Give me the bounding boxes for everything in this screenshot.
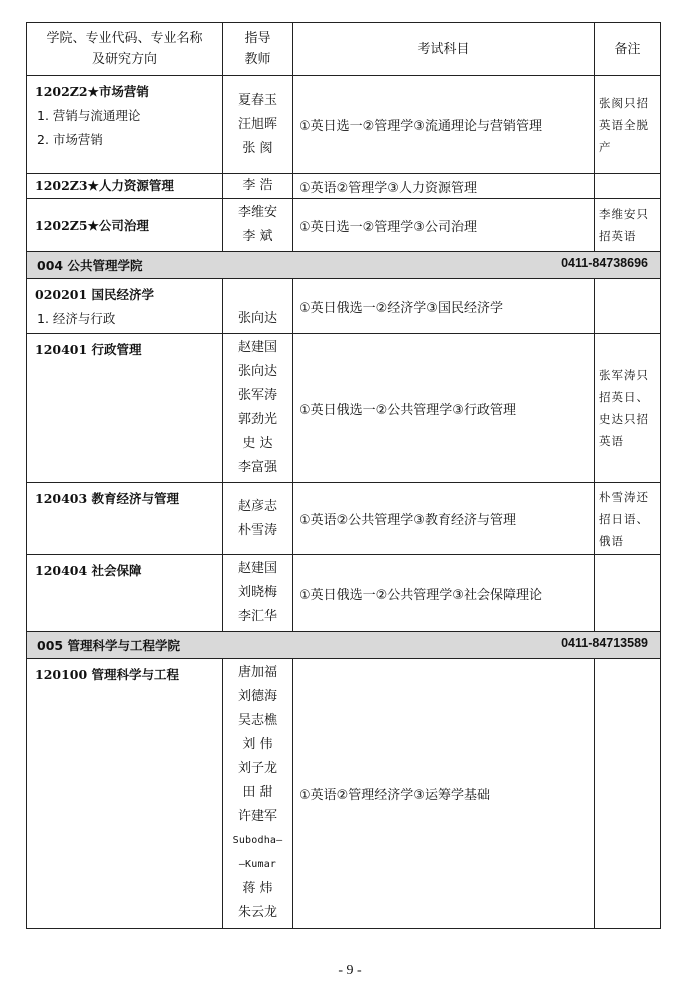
school-header-cell	[27, 632, 661, 659]
major-title: 120403 教育经济与管理	[35, 491, 180, 506]
table-row	[27, 659, 661, 929]
header-major: 学院、专业代码、专业名称及研究方向	[27, 23, 223, 76]
exam-subjects: ①英语②管理经济学③运筹学基础	[293, 659, 595, 929]
advisor-cell	[223, 199, 293, 252]
header-advisor: 指导教师	[223, 23, 293, 76]
page-number: - 9 -	[338, 963, 362, 978]
advisor-name: 李富强	[237, 460, 277, 475]
advisor-name: 李 浩	[242, 178, 273, 193]
advisor-name: 李维安	[237, 205, 277, 220]
table-row	[27, 199, 661, 252]
major-title: 1202Z5★公司治理	[35, 218, 149, 233]
exam-subjects: ①英日俄选一②公共管理学③行政管理	[293, 334, 595, 483]
major-cell	[27, 555, 223, 632]
school-header-cell	[27, 252, 661, 279]
admissions-table	[26, 22, 661, 929]
major-cell	[27, 174, 223, 199]
exam-subjects: ①英日俄选一②公共管理学③社会保障理论	[293, 555, 595, 632]
exam-subjects: ①英日选一②管理学③流通理论与营销管理	[293, 76, 595, 174]
advisor-name: Subodha—	[232, 835, 283, 846]
school-phone: 0411-84738696	[561, 256, 648, 270]
advisor-name: 刘晓梅	[237, 585, 277, 600]
advisor-name: 郭劲光	[237, 412, 277, 427]
advisor-name: 朱云龙	[237, 905, 277, 920]
note-cell	[595, 555, 661, 632]
advisor-name: 赵建国	[237, 340, 277, 355]
advisor-name: 许建军	[237, 809, 277, 824]
table-row	[27, 483, 661, 555]
advisor-cell	[223, 483, 293, 555]
advisor-name: 夏春玉	[237, 92, 277, 108]
advisor-name: 刘德海	[237, 689, 277, 704]
advisor-name: 李汇华	[237, 609, 277, 624]
major-cell	[27, 76, 223, 174]
exam-subjects: ①英语②管理学③人力资源管理	[293, 174, 595, 199]
advisor-name: 刘子龙	[237, 761, 277, 776]
major-cell	[27, 334, 223, 483]
note-cell: 张军涛只招英日、史达只招英语	[595, 334, 661, 483]
advisor-cell	[223, 555, 293, 632]
major-title: 1202Z3★人力资源管理	[35, 178, 174, 193]
table-row	[27, 76, 661, 174]
major-cell	[27, 279, 223, 334]
advisor-name: 赵彦志	[237, 498, 277, 514]
school-name: 004 公共管理学院	[37, 258, 143, 273]
header-note: 备注	[595, 23, 661, 76]
advisor-cell	[223, 174, 293, 199]
advisor-name: 刘 伟	[242, 737, 273, 752]
advisor-cell	[223, 279, 293, 334]
advisor-name: 田 甜	[242, 785, 273, 800]
table-header	[27, 23, 661, 76]
advisor-cell	[223, 334, 293, 483]
advisor-name: 李 斌	[242, 229, 273, 244]
advisor-cell	[223, 76, 293, 174]
note-cell: 张阂只招英语全脱产	[595, 76, 661, 174]
advisor-name: 张向达	[237, 364, 277, 379]
advisor-name: 赵建国	[237, 561, 277, 576]
school-header	[27, 632, 661, 659]
school-header	[27, 252, 661, 279]
exam-subjects: ①英日选一②管理学③公司治理	[293, 199, 595, 252]
major-title: 1202Z2★市场营销	[35, 84, 149, 99]
major-title: 120401 行政管理	[35, 342, 142, 357]
research-direction: 1. 经济与行政	[37, 311, 116, 326]
major-title: 120100 管理科学与工程	[35, 667, 180, 682]
major-cell	[27, 199, 223, 252]
header-exam: 考试科目	[293, 23, 595, 76]
advisor-name: 吴志樵	[237, 713, 277, 728]
admissions-table-frame	[26, 22, 660, 929]
advisor-name: 汪旭晖	[237, 116, 277, 132]
advisor-name: 张 阂	[242, 140, 273, 156]
school-phone: 0411-84713589	[561, 636, 648, 650]
note-cell	[595, 174, 661, 199]
advisor-name: —Kumar	[238, 859, 277, 870]
major-cell	[27, 483, 223, 555]
note-cell: 李维安只招英语	[595, 199, 661, 252]
advisor-name: 史 达	[242, 436, 273, 451]
research-direction: 1. 营销与流通理论	[37, 108, 141, 123]
table-row	[27, 555, 661, 632]
school-name: 005 管理科学与工程学院	[37, 638, 180, 653]
advisor-cell	[223, 659, 293, 929]
advisor-name: 张军涛	[237, 388, 277, 403]
table-row	[27, 174, 661, 199]
table-row	[27, 279, 661, 334]
advisor-name: 唐加福	[237, 665, 277, 680]
exam-subjects: ①英语②公共管理学③教育经济与管理	[293, 483, 595, 555]
major-title: 120404 社会保障	[35, 563, 142, 578]
major-cell	[27, 659, 223, 929]
advisor-name: 张向达	[237, 311, 277, 326]
table-row	[27, 334, 661, 483]
research-direction: 2. 市场营销	[37, 132, 103, 147]
note-cell	[595, 659, 661, 929]
exam-subjects: ①英日俄选一②经济学③国民经济学	[293, 279, 595, 334]
note-cell	[595, 279, 661, 334]
advisor-name: 蒋 炜	[242, 881, 273, 896]
note-cell: 朴雪涛还招日语、俄语	[595, 483, 661, 555]
advisor-name: 朴雪涛	[237, 522, 277, 538]
major-title: 020201 国民经济学	[35, 287, 155, 302]
